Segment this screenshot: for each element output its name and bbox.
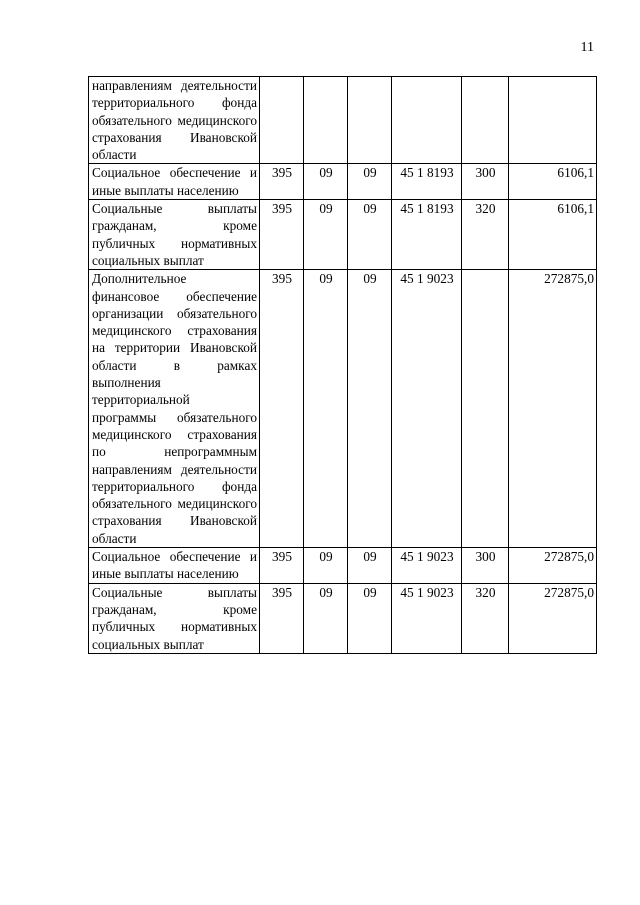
amount-cell: 6106,1 [509,200,597,270]
expense-name-cell: направлениям деятельности территориального фонда обязательного медицинского страхования Ивановской области [89,77,260,164]
expense-type-cell: 320 [462,583,509,653]
amount-cell [509,77,597,164]
section-code-cell: 09 [304,200,348,270]
grbs-code-cell: 395 [260,164,304,200]
grbs-code-cell: 395 [260,583,304,653]
expense-name-cell: Социальные выплаты гражданам, кроме публичных нормативных социальных выплат [89,200,260,270]
amount-cell: 272875,0 [509,583,597,653]
table-row [89,164,597,200]
expense-type-cell [462,77,509,164]
expense-name-cell: Социальное обеспечение и иные выплаты населению [89,548,260,584]
grbs-code-cell: 395 [260,548,304,584]
target-article-cell [392,77,462,164]
subsection-code-cell: 09 [348,270,392,548]
table-row [89,548,597,584]
subsection-code-cell: 09 [348,583,392,653]
subsection-code-cell [348,77,392,164]
amount-cell: 6106,1 [509,164,597,200]
grbs-code-cell [260,77,304,164]
section-code-cell [304,77,348,164]
amount-cell: 272875,0 [509,548,597,584]
expense-type-cell: 300 [462,164,509,200]
section-code-cell: 09 [304,270,348,548]
target-article-cell: 45 1 8193 [392,200,462,270]
grbs-code-cell: 395 [260,200,304,270]
expense-name-cell: Социальные выплаты гражданам, кроме публичных нормативных социальных выплат [89,583,260,653]
expense-type-cell: 320 [462,200,509,270]
target-article-cell: 45 1 9023 [392,583,462,653]
grbs-code-cell: 395 [260,270,304,548]
table-row [89,583,597,653]
table-row [89,270,597,548]
section-code-cell: 09 [304,548,348,584]
subsection-code-cell: 09 [348,200,392,270]
section-code-cell: 09 [304,164,348,200]
table-row [89,200,597,270]
page-number: 11 [580,40,594,55]
subsection-code-cell: 09 [348,164,392,200]
target-article-cell: 45 1 8193 [392,164,462,200]
amount-cell: 272875,0 [509,270,597,548]
budget-table [88,76,597,654]
target-article-cell: 45 1 9023 [392,548,462,584]
subsection-code-cell: 09 [348,548,392,584]
table-row [89,77,597,164]
expense-type-cell [462,270,509,548]
section-code-cell: 09 [304,583,348,653]
expense-name-cell: Дополнительное финансовое обеспечение организации обязательного медицинского страхования на территории Ивановской области в рамках выполнения территориальной программы обязательного медицинского страхования по непрограммным направлениям деятельности территориального фонда обязательного медицинского страхования Ивановской области [89,270,260,548]
target-article-cell: 45 1 9023 [392,270,462,548]
expense-type-cell: 300 [462,548,509,584]
expense-name-cell: Социальное обеспечение и иные выплаты населению [89,164,260,200]
